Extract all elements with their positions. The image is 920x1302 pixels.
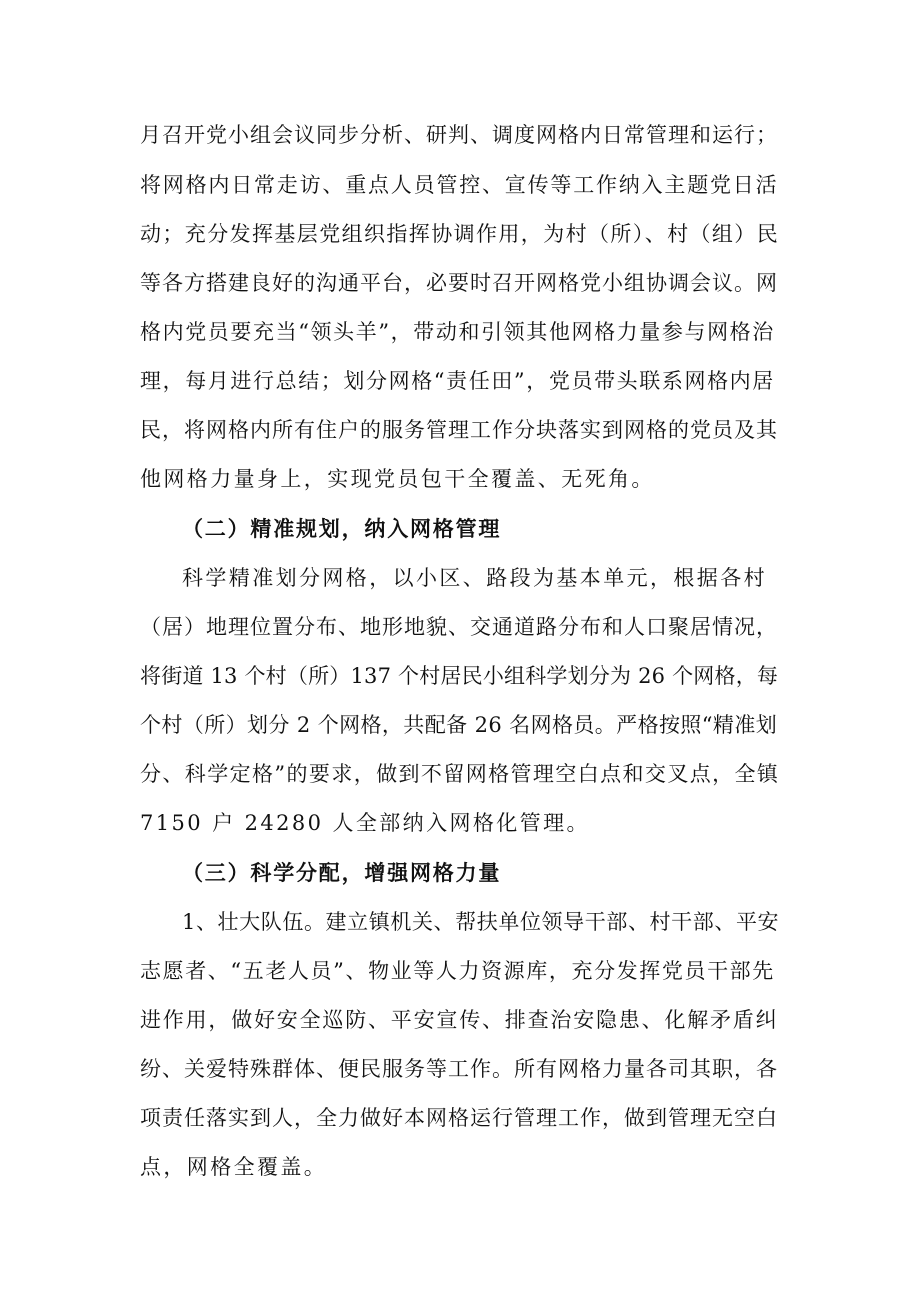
paragraph-3-line-5: 项责任落实到人，全力做好本网格运行管理工作，做到管理无空白 bbox=[140, 1106, 778, 1130]
paragraph-3-line-6: 点，网格全覆盖。 bbox=[140, 1155, 328, 1179]
paragraph-1-line-7: 民，将网格内所有住户的服务管理工作分块落实到网格的党员及其 bbox=[140, 418, 778, 442]
paragraph-1-line-5: 格内党员要充当“领头羊”，带动和引领其他网格力量参与网格治 bbox=[140, 320, 775, 344]
paragraph-1-line-6: 理，每月进行总结；划分网格“责任田”，党员带头联系网格内居 bbox=[140, 369, 775, 393]
paragraph-1-line-2: 将网格内日常走访、重点人员管控、宣传等工作纳入主题党日活 bbox=[140, 173, 779, 197]
paragraph-3-line-4: 纷、关爱特殊群体、便民服务等工作。所有网格力量各司其职，各 bbox=[140, 1057, 778, 1081]
paragraph-3-line-2: 志愿者、“五老人员”、物业等人力资源库，充分发挥党员干部先 bbox=[140, 959, 775, 983]
paragraph-3-line-1: 1、壮大队伍。建立镇机关、帮扶单位领导干部、村干部、平安 bbox=[182, 910, 780, 934]
paragraph-2-line-6: 7150 户 24280 人全部纳入网格化管理。 bbox=[140, 811, 590, 835]
section-heading-3: （三）科学分配，增强网格力量 bbox=[182, 860, 502, 885]
paragraph-1-line-4: 等各方搭建良好的沟通平台，必要时召开网格党小组协调会议。网 bbox=[140, 271, 778, 295]
paragraph-2-line-3: 将街道 13 个村（所）137 个村居民小组科学划分为 26 个网格，每 bbox=[140, 664, 779, 688]
paragraph-1-line-8: 他网格力量身上，实现党员包干全覆盖、无死角。 bbox=[140, 467, 655, 491]
paragraph-2-line-4: 个村（所）划分 2 个网格，共配备 26 名网格员。严格按照“精准划 bbox=[140, 713, 778, 737]
section-heading-2: （二）精准规划，纳入网格管理 bbox=[182, 516, 502, 541]
paragraph-2-line-2: （居）地理位置分布、地形地貌、交通道路分布和人口聚居情况， bbox=[140, 615, 778, 639]
paragraph-3-line-3: 进作用，做好安全巡防、平安宣传、排查治安隐患、化解矛盾纠 bbox=[140, 1008, 779, 1032]
paragraph-2-line-1: 科学精准划分网格，以小区、路段为基本单元，根据各村 bbox=[182, 566, 767, 590]
paragraph-1-line-1: 月召开党小组会议同步分析、研判、调度网格内日常管理和运行； bbox=[140, 123, 778, 147]
paragraph-1-line-3: 动；充分发挥基层党组织指挥协调作用，为村（所）、村（组）民 bbox=[140, 222, 780, 246]
paragraph-2-line-5: 分、科学定格”的要求，做到不留网格管理空白点和交叉点，全镇 bbox=[140, 762, 780, 786]
